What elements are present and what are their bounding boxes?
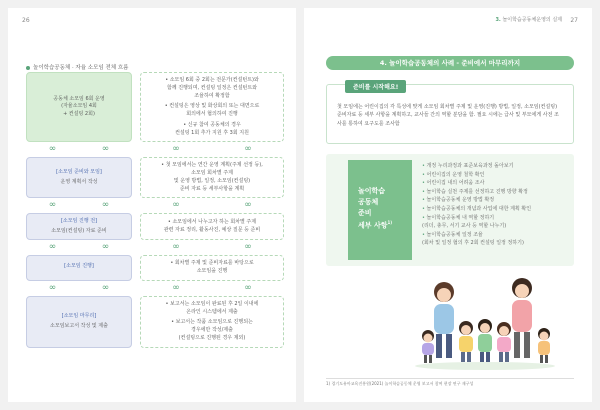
steps-label-line: 준비 xyxy=(358,209,372,218)
step-item: • 어린이집 내의 어려움 조사 xyxy=(422,179,568,188)
loop-arrow-icon: ∞ xyxy=(101,144,110,155)
card-text: 첫 모임에는 어린이집의 각 특성에 맞게 소모임 회차별 주제 및 운영(진행) 방법, 일정, 소모임(컨설팅) 준비자료 등 세부 사항을 계획하고, 교사들 간의 역할 분담을 함. 필요 시에는 급사 및 부모에게 사전 조사를 통하여 요구도를 조사함 xyxy=(337,104,559,127)
loop-arrow-icon: ∞ xyxy=(101,242,110,253)
footnote-ref: 1) xyxy=(387,219,393,225)
loop-arrow-icon: ∞ xyxy=(48,282,57,293)
page-number: 27 xyxy=(570,17,578,24)
loop-connector-row xyxy=(26,201,284,210)
step-list xyxy=(422,162,568,248)
loop-connector-row xyxy=(26,284,284,293)
loop-arrow-icon: ∞ xyxy=(244,282,252,293)
flow-row xyxy=(26,255,284,281)
description-line: • 보고서는 작품 소모임으로 진행되는 xyxy=(171,319,253,326)
description-line: 온라인 시스템에서 제출 xyxy=(186,308,238,315)
intro-card xyxy=(326,84,574,144)
step-item: • 놀이학습공동체 운영 방법 확정 xyxy=(422,196,568,205)
loop-connector xyxy=(140,243,284,252)
flow-step-box xyxy=(26,157,132,198)
steps-label-line: 세부 사항$^{1)}$ xyxy=(358,219,393,229)
description-line: • 첫 모임에서는 연간 운영 계획(주제 선정 등), xyxy=(161,162,263,169)
flow-step-box xyxy=(26,213,132,240)
loop-arrow-icon: ∞ xyxy=(48,144,57,155)
step-item: • 어린이집의 운영 철학 확인 xyxy=(422,171,568,180)
page-number: 26 xyxy=(22,17,30,24)
step-item: • 놀이학습공동체 내 역할 정하기 xyxy=(422,214,568,223)
loop-arrow-icon: ∞ xyxy=(172,144,180,155)
description-line: 회의에서 협의하여 진행 xyxy=(186,111,238,117)
loop-connector xyxy=(26,284,132,293)
running-head xyxy=(495,16,562,23)
loop-connector-row xyxy=(26,243,284,252)
loop-connector-row xyxy=(26,145,284,154)
flow-row xyxy=(26,157,284,198)
loop-arrow-icon: ∞ xyxy=(172,242,180,253)
loop-connector xyxy=(140,145,284,154)
flow-step-header: [소모임 마무리] xyxy=(61,313,97,320)
flow-row xyxy=(26,213,284,240)
loop-arrow-icon: ∞ xyxy=(48,242,57,253)
description-line: 소모임 회차별 주제 xyxy=(191,170,233,176)
section-label-text: 놀이학습공동체 · 자율 소모임 전체 흐름 xyxy=(33,65,129,71)
description-line: • 소모임에서 나누고자 하는 회차별 주제 xyxy=(167,219,257,225)
flow-step-line: (자율소모임 4회 xyxy=(61,103,97,110)
prep-steps-panel xyxy=(326,154,574,266)
step-item: (회차 및 일정 협의 후 2회 컨설팅 일정 정하기) xyxy=(422,240,524,247)
section-title: 4. 놀이학습공동체의 사례 - 준비에서 마무리까지 xyxy=(326,56,574,70)
flow-step-line: 소모임보고서 작성 및 제출 xyxy=(50,322,108,329)
section-label xyxy=(26,63,129,71)
description-line: (컨설팅으로 진행된 경우 제외) xyxy=(178,334,246,341)
loop-connector xyxy=(140,284,284,293)
description-line: • 소모임 6회 중 2회는 전문가(컨설턴트)와 xyxy=(165,77,259,83)
flow-step-description xyxy=(140,72,284,142)
description-line: 준비 자료 등 세부사항을 계획 xyxy=(179,185,245,192)
loop-arrow-icon: ∞ xyxy=(172,282,180,293)
flow-step-header: [소모임 준비와 모임] xyxy=(56,169,102,176)
flow-step-header: [소모임 진행] xyxy=(64,263,94,270)
description-line: 경우에만 작성/제출 xyxy=(191,327,233,333)
description-line: 및 운영 방법, 일정, 소모임(컨설팅) xyxy=(173,177,251,184)
description-line: 함께 진행되며, 컨설팅 일정은 컨설턴트와 xyxy=(166,84,258,91)
flow-step-box xyxy=(26,296,132,348)
flow-row xyxy=(26,296,284,348)
flow-step-line: 소모임(컨설팅) 자료 준비 xyxy=(51,227,107,234)
description-line: • 회차별 주제 및 준비자료를 바탕으로 xyxy=(170,260,254,267)
loop-connector xyxy=(26,243,132,252)
loop-connector xyxy=(26,201,132,210)
step-item: • 놀이학습공동체 일정 조율 xyxy=(422,231,568,240)
description-line: • 컨설팅은 영상 및 화상회의 또는 대면으로 xyxy=(164,103,260,110)
running-head-text: 놀이학습공동체운영의 실제 xyxy=(502,17,562,23)
steps-label-line: 공동체 xyxy=(358,198,379,207)
flow-step-box xyxy=(26,255,132,281)
flow-row xyxy=(26,72,284,142)
flow-step-description xyxy=(140,157,284,198)
description-line: 컨설팅 1회 추가 지원 후 3회 지원 xyxy=(175,129,249,136)
flow-step-description xyxy=(140,296,284,348)
steps-label xyxy=(348,160,412,260)
flow-step-description xyxy=(140,255,284,281)
description-line: • 신규 참여 공동체의 경우 xyxy=(183,121,241,128)
loop-arrow-icon: ∞ xyxy=(101,200,110,211)
loop-arrow-icon: ∞ xyxy=(244,242,252,253)
loop-arrow-icon: ∞ xyxy=(172,200,180,211)
description-line: 관련 자료 정리, 활동사진, 예상 질문 등 준비 xyxy=(163,226,261,233)
flow-step-header: [소모임 진행 전] xyxy=(60,218,98,225)
flow-step-line: 운영 계획서 작성 xyxy=(60,178,98,185)
step-item: (리더, 총무, 서기 교사 등 역할 나누기) xyxy=(422,223,507,230)
description-line: 소모임을 진행 xyxy=(196,268,228,274)
process-flow xyxy=(26,72,284,354)
flow-step-description xyxy=(140,213,284,240)
step-item: • 놀이학습공동체의 개념과 사업에 대한 계획 확인 xyxy=(422,205,568,214)
description-line: 조율하여 확정함 xyxy=(194,92,230,99)
loop-arrow-icon: ∞ xyxy=(244,144,252,155)
bullet-dot-icon xyxy=(26,66,30,70)
step-item: • 개정 누리과정과 표준보육과정 돌아보기 xyxy=(422,162,568,171)
flow-step-line: 공동체 소모임 6회 운영 xyxy=(53,95,105,102)
description-line: • 보고서는 소모임이 완료된 후 2일 이내에 xyxy=(165,300,259,307)
loop-arrow-icon: ∞ xyxy=(244,200,252,211)
teachers-children-illustration xyxy=(410,266,560,370)
loop-connector xyxy=(26,145,132,154)
loop-arrow-icon: ∞ xyxy=(101,282,110,293)
card-tag: 준비를 시작해요! xyxy=(345,80,406,93)
loop-arrow-icon: ∞ xyxy=(48,200,57,211)
left-page xyxy=(8,8,296,402)
footnote: 1) 경기도유아교육진흥원(2021) 놀이학습공동체 운영 보고서 참여 현장 연구 재구성 xyxy=(326,378,574,387)
right-page xyxy=(304,8,592,402)
flow-step-box xyxy=(26,72,132,142)
step-item: • 놀이학습 실천 주제를 선정하고 진행 방향 확정 xyxy=(422,188,568,197)
flow-step-line: + 컨설팅 2회) xyxy=(63,110,95,117)
running-head-mark: 3. xyxy=(495,17,501,23)
steps-label-line: 놀이학습 xyxy=(358,187,386,195)
loop-connector xyxy=(140,201,284,210)
